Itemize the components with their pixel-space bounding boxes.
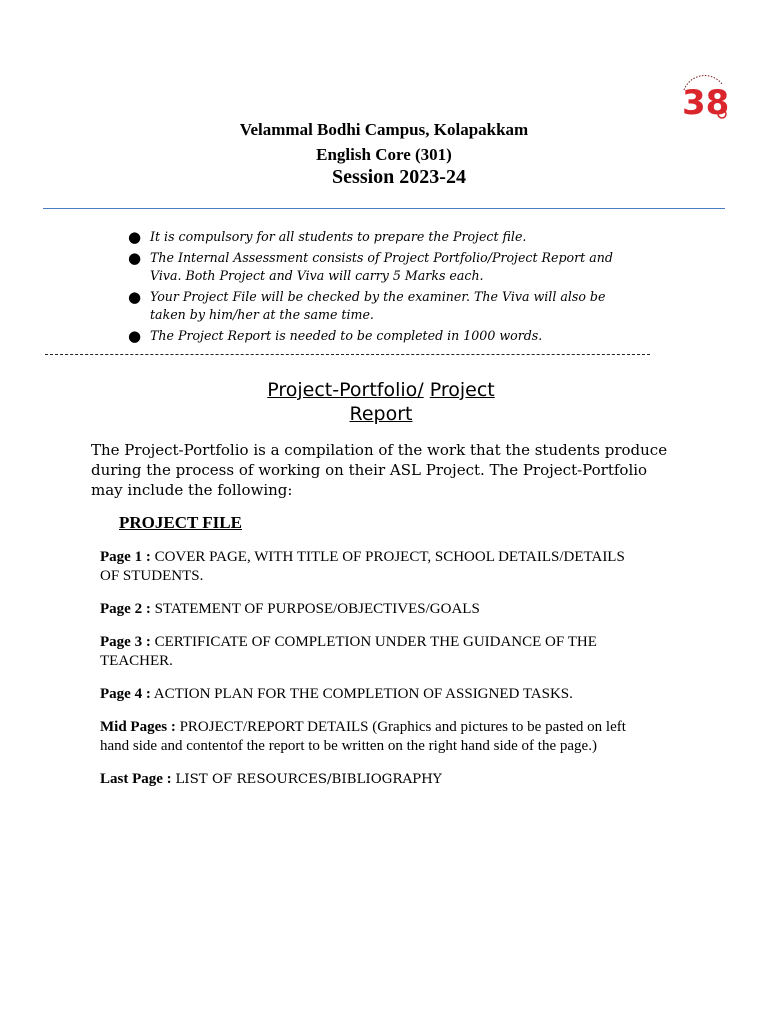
bullet-icon: ● [128,228,142,246]
velammal-logo-icon [678,72,730,124]
project-file-heading: PROJECT FILE [119,513,242,532]
instruction-text: Your Project File will be checked by the examiner. The Viva will also be taken by him/her at the same time. [150,289,606,322]
page-list [100,548,645,803]
page-item [100,685,645,704]
subject-name: English Core (301) [316,145,452,164]
instruction-text: The Internal Assessment consists of Project Portfolio/Project Report and Viva. Both Project and Viva will carry 5 Marks each. [150,250,613,283]
page-item [100,548,645,586]
section-title [0,378,762,426]
page-item [100,633,645,671]
page-label: Last Page : [100,771,172,787]
page-item [100,770,645,789]
page-item [100,718,645,756]
bullet-icon: ● [128,249,142,267]
intro-paragraph: The Project-Portfolio is a compilation of the work that the students produce during the process of working on their ASL Project. The Project-Portfolio may include the following: [91,441,668,499]
page-label: Page 3 : [100,634,151,650]
bullet-icon: ● [128,327,142,345]
instruction-text: The Project Report is needed to be completed in 1000 words. [150,328,543,343]
session-title: Session 2023-24 [332,166,466,188]
header-divider [43,208,725,209]
page-item [100,600,645,619]
page-label: Page 4 : [100,686,151,702]
logo-numeral: 38 [682,83,730,123]
instruction-item [128,249,638,285]
instruction-item [128,327,638,345]
school-name: Velammal Bodhi Campus, Kolapakkam [239,120,529,139]
dashed-divider [45,354,650,355]
instruction-text: It is compulsory for all students to prepare the Project file. [150,229,527,244]
page-text: LIST OF RESOURCES/BIBLIOGRAPHY [175,772,442,787]
page-text: CERTIFICATE OF COMPLETION UNDER THE GUIDANCE OF THE TEACHER. [100,634,597,669]
instruction-item [128,228,638,246]
section-title-part3: Report [349,403,413,425]
section-title-part2: Project [429,379,495,401]
section-title-part1: Project-Portfolio/ [267,379,424,401]
page-text: COVER PAGE, WITH TITLE OF PROJECT, SCHOOL DETAILS/DETAILS OF STUDENTS. [100,549,625,584]
page-label: Page 2 : [100,601,151,617]
bullet-icon: ● [128,288,142,306]
page-label: Mid Pages : [100,719,176,735]
page-text: PROJECT/REPORT DETAILS (Graphics and pictures to be pasted on left hand side and contentof the report to be written on the right hand side of the page.) [100,719,626,754]
instructions-list [128,228,638,348]
page-label: Page 1 : [100,549,151,565]
page-text: STATEMENT OF PURPOSE/OBJECTIVES/GOALS [154,601,480,617]
instruction-item [128,288,638,324]
page-text: ACTION PLAN FOR THE COMPLETION OF ASSIGNED TASKS. [153,686,573,702]
